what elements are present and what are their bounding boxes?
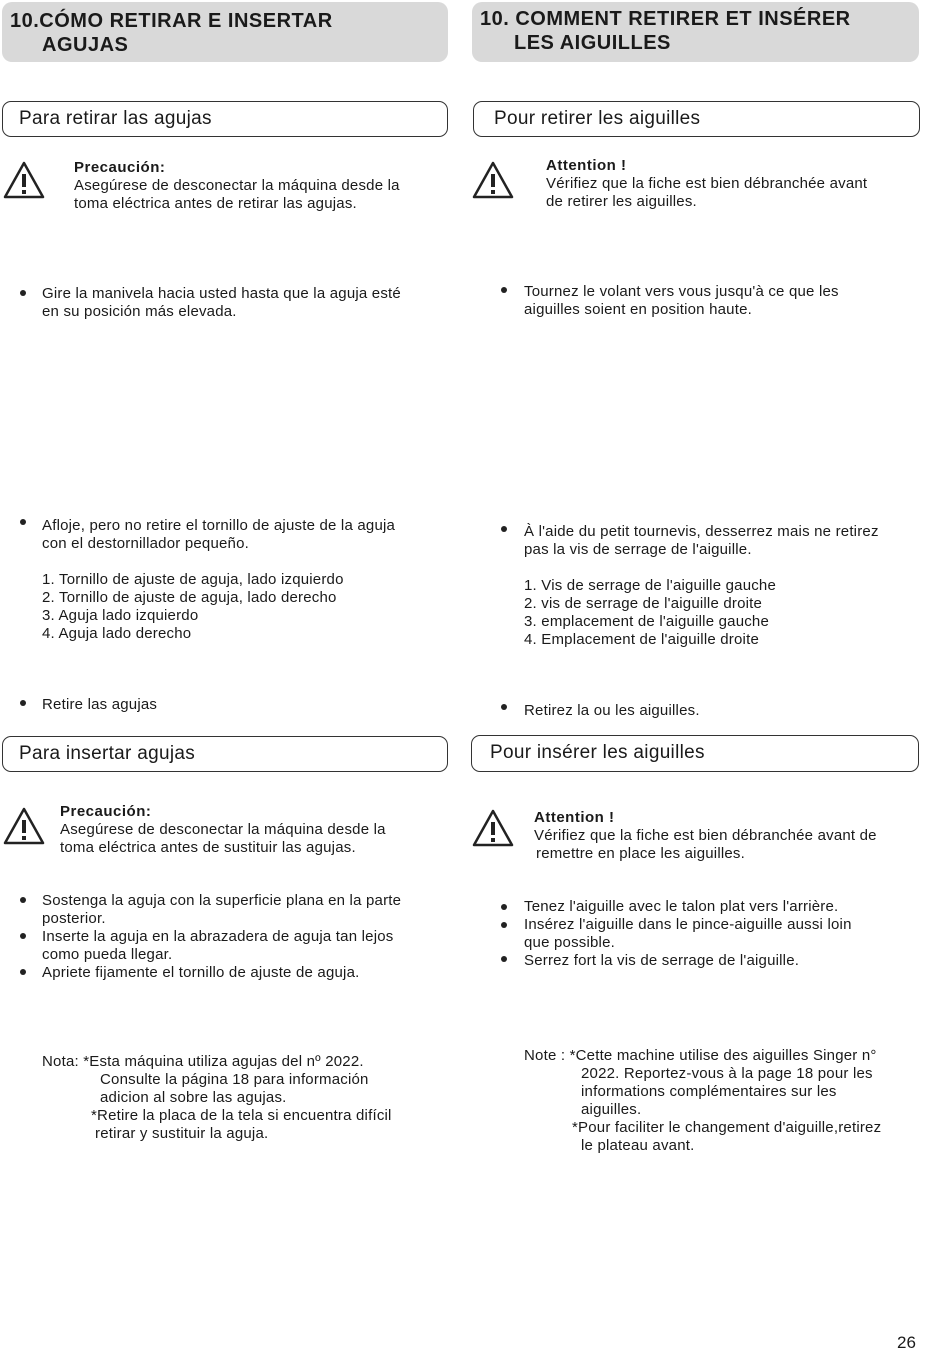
bullet	[20, 700, 26, 706]
bullet	[20, 290, 26, 296]
step-text-es-1b: en su posición más elevada.	[42, 303, 237, 320]
part-item-es-2: 2. Tornillo de ajuste de aguja, lado derecho	[42, 589, 337, 606]
caution-text-es-2b: toma eléctrica antes de sustituir las agujas.	[60, 839, 356, 856]
caution-text-fr-2b: remettre en place les aiguilles.	[536, 845, 746, 862]
note-text-fr-2: 2022. Reportez-vous à la page 18 pour les	[581, 1065, 873, 1082]
insert-text-fr-3: Serrez fort la vis de serrage de l'aiguille.	[524, 952, 800, 969]
remove-heading-fr: Pour retirer les aiguilles	[473, 101, 920, 137]
caution-text-es-1a: Asegúrese de desconectar la máquina desde la	[74, 177, 400, 194]
insert-text-es-1a: Sostenga la aguja con la superficie plana en la parte	[42, 892, 402, 909]
caution-heading-fr-2: Attention !	[534, 809, 615, 826]
page-number: 26	[897, 1333, 916, 1352]
section-title-es-line2: AGUJAS	[42, 34, 129, 56]
note-text-es-1: Nota: *Esta máquina utiliza agujas del nº 2022.	[42, 1053, 364, 1070]
part-item-fr-4: 4. Emplacement de l'aiguille droite	[524, 631, 759, 648]
bullet	[501, 704, 507, 710]
note-text-fr-1: Note : *Cette machine utilise des aiguilles Singer n°	[524, 1047, 877, 1064]
insert-text-fr-1: Tenez l'aiguille avec le talon plat vers l'arrière.	[524, 898, 839, 915]
bullet	[20, 933, 26, 939]
section-title-fr-line2: LES AIGUILLES	[514, 32, 671, 54]
note-text-fr-4: aiguilles.	[581, 1101, 642, 1118]
step-text-fr-1a: Tournez le volant vers vous jusqu'à ce que les	[524, 283, 839, 300]
bullet	[20, 897, 26, 903]
warning-icon	[471, 160, 515, 200]
step-text-fr-2b: pas la vis de serrage de l'aiguille.	[524, 541, 752, 558]
insert-text-es-2a: Inserte la aguja en la abrazadera de aguja tan lejos	[42, 928, 394, 945]
insert-text-fr-2a: Insérez l'aiguille dans le pince-aiguille aussi loin	[524, 916, 852, 933]
part-item-es-3: 3. Aguja lado izquierdo	[42, 607, 199, 624]
bullet	[501, 526, 507, 532]
section-title-es	[2, 2, 448, 62]
caution-heading-es-2: Precaución:	[60, 803, 152, 820]
part-item-fr-1: 1. Vis de serrage de l'aiguille gauche	[524, 577, 777, 594]
insert-text-es-3: Apriete fijamente el tornillo de ajuste de aguja.	[42, 964, 360, 981]
insert-text-es-1b: posterior.	[42, 910, 106, 927]
step-text-es-1a: Gire la manivela hacia usted hasta que la aguja esté	[42, 285, 401, 302]
caution-heading-fr-1: Attention !	[546, 157, 627, 174]
step-text-es-3: Retire las agujas	[42, 696, 158, 713]
note-text-es-5: retirar y sustituir la aguja.	[95, 1125, 269, 1142]
bullet	[20, 519, 26, 525]
bullet	[501, 922, 507, 928]
bullet	[20, 969, 26, 975]
caution-text-fr-1b: de retirer les aiguilles.	[546, 193, 697, 210]
caution-text-fr-1a: Vérifiez que la fiche est bien débranchée avant	[546, 175, 868, 192]
caution-text-es-2a: Asegúrese de desconectar la máquina desde la	[60, 821, 386, 838]
insert-text-es-2b: como pueda llegar.	[42, 946, 173, 963]
note-text-fr-5: *Pour faciliter le changement d'aiguille,retirez	[572, 1119, 882, 1136]
bullet	[501, 956, 507, 962]
step-text-es-2b: con el destornillador pequeño.	[42, 535, 249, 552]
remove-heading-es: Para retirar las agujas	[2, 101, 448, 137]
note-text-es-3: adicion al sobre las agujas.	[100, 1089, 287, 1106]
step-text-fr-1b: aiguilles soient en position haute.	[524, 301, 752, 318]
insert-heading-fr: Pour insérer les aiguilles	[471, 735, 919, 772]
step-text-fr-3: Retirez la ou les aiguilles.	[524, 702, 700, 719]
note-text-fr-3: informations complémentaires sur les	[581, 1083, 837, 1100]
warning-icon	[471, 808, 515, 848]
part-item-es-4: 4. Aguja lado derecho	[42, 625, 192, 642]
bullet	[501, 287, 507, 293]
note-text-es-2: Consulte la página 18 para información	[100, 1071, 369, 1088]
warning-icon	[2, 160, 46, 200]
note-text-es-4: *Retire la placa de la tela si encuentra difícil	[91, 1107, 392, 1124]
insert-heading-es: Para insertar agujas	[2, 736, 448, 772]
insert-text-fr-2b: que possible.	[524, 934, 615, 951]
section-title-es-line1: 10.CÓMO RETIRAR E INSERTAR	[10, 10, 333, 32]
caution-text-fr-2a: Vérifiez que la fiche est bien débranchée avant de	[534, 827, 877, 844]
caution-heading-es-1: Precaución:	[74, 159, 166, 176]
step-text-es-2a: Afloje, pero no retire el tornillo de ajuste de la aguja	[42, 517, 396, 534]
bullet	[501, 904, 507, 910]
note-text-fr-6: le plateau avant.	[581, 1137, 695, 1154]
step-text-fr-2a: À l'aide du petit tournevis, desserrez mais ne retirez	[524, 523, 879, 540]
warning-icon	[2, 806, 46, 846]
caution-text-es-1b: toma eléctrica antes de retirar las agujas.	[74, 195, 357, 212]
part-item-fr-2: 2. vis de serrage de l'aiguille droite	[524, 595, 763, 612]
part-item-fr-3: 3. emplacement de l'aiguille gauche	[524, 613, 770, 630]
section-title-fr-line1: 10. COMMENT RETIRER ET INSÉRER	[480, 8, 851, 30]
part-item-es-1: 1. Tornillo de ajuste de aguja, lado izquierdo	[42, 571, 344, 588]
section-title-fr	[472, 2, 919, 62]
